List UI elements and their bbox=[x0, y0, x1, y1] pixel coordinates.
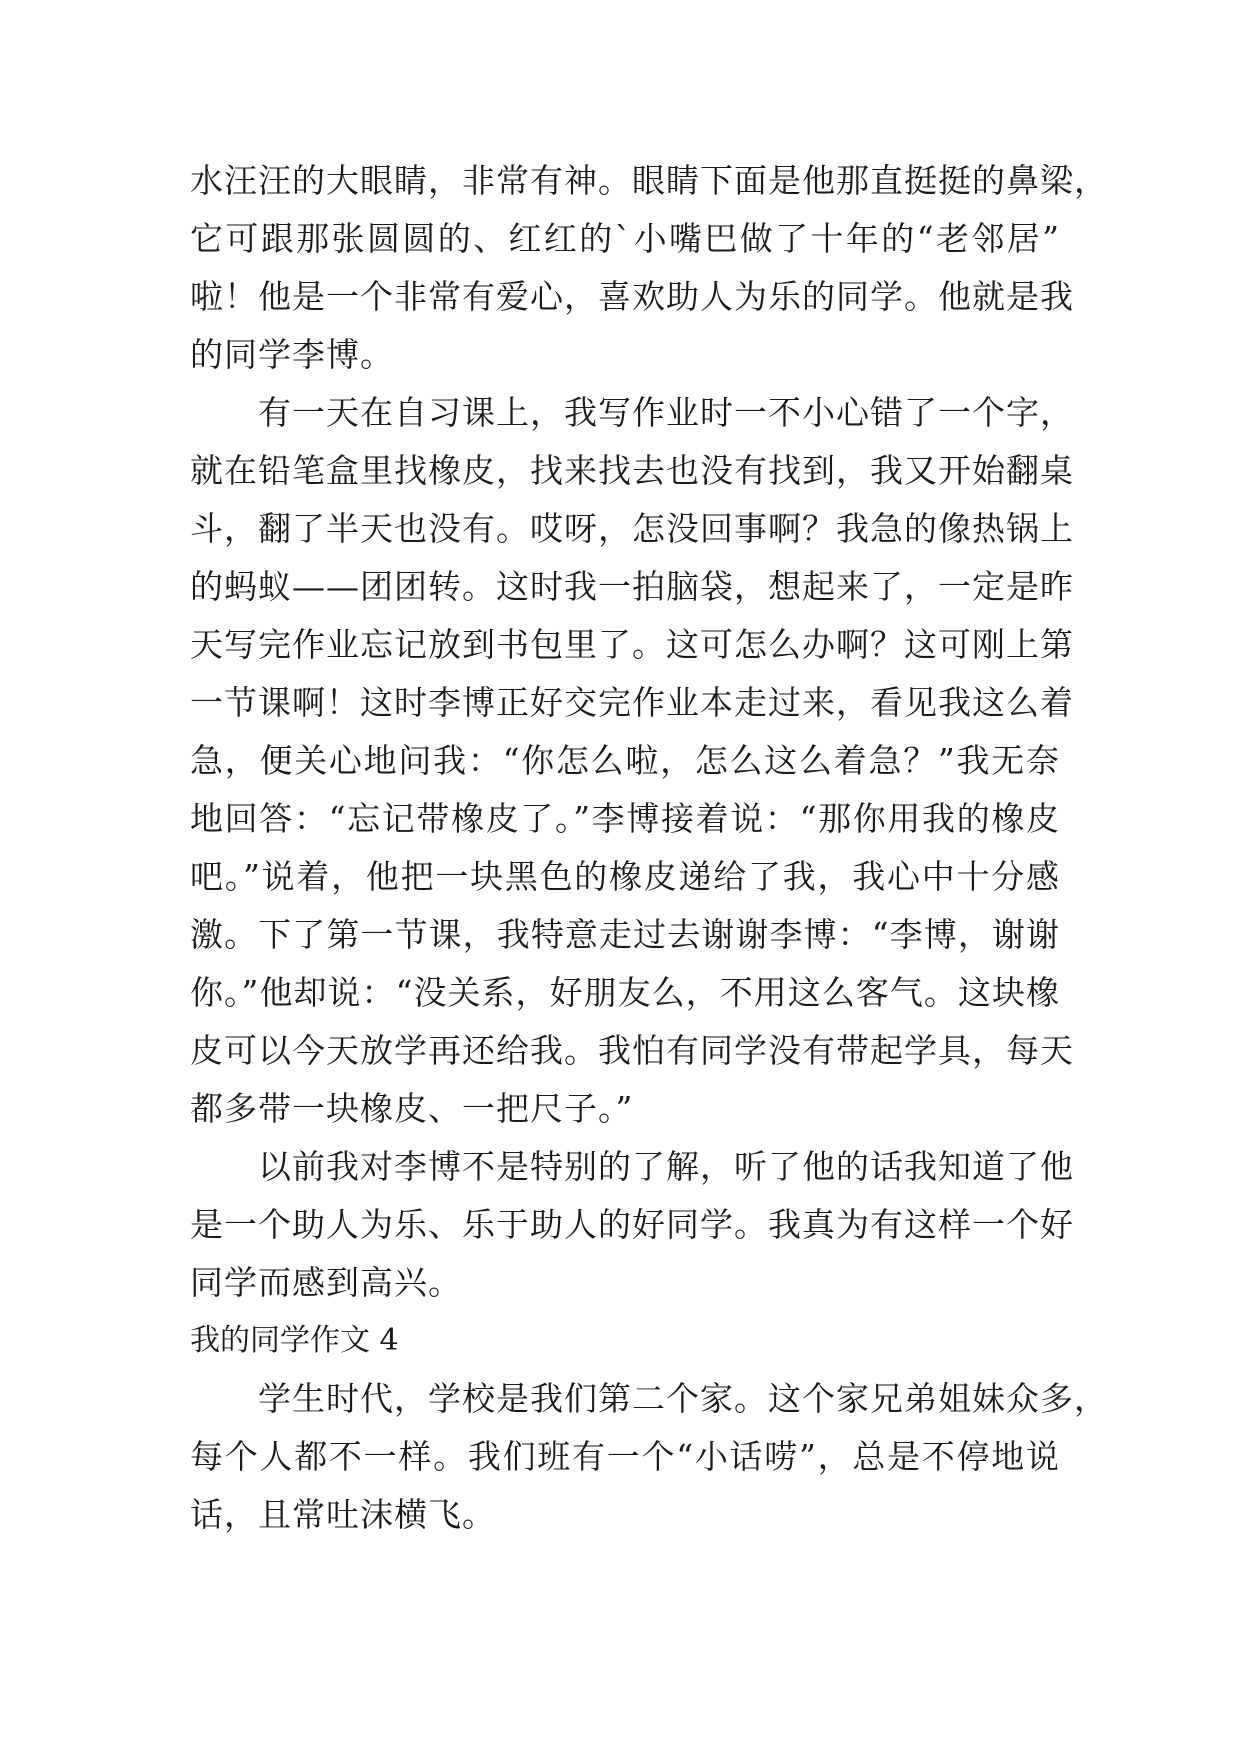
text-line: 的同学李博。 bbox=[190, 335, 394, 374]
text-line: 它可跟那张圆圆的、红红的`小嘴巴做了十年的“老邻居” bbox=[190, 219, 1060, 258]
text-line: 学生时代，学校是我们第二个家。这个家兄弟姐妹众多， bbox=[258, 1379, 1108, 1418]
text-line: 斗，翻了半天也没有。哎呀，怎没回事啊？我急的像热锅上 bbox=[190, 509, 1074, 548]
text-line: 每个人都不一样。我们班有一个“小话唠”，总是不停地说 bbox=[190, 1437, 1060, 1476]
text-line: 地回答：“忘记带橡皮了。”李博接着说：“那你用我的橡皮 bbox=[190, 799, 1060, 838]
text-line: 的蚂蚁——团团转。这时我一拍脑袋，想起来了，一定是昨 bbox=[190, 567, 1074, 606]
text-line: 以前我对李博不是特别的了解，听了他的话我知道了他 bbox=[258, 1147, 1074, 1186]
text-line: 一节课啊！这时李博正好交完作业本走过来，看见我这么着 bbox=[190, 683, 1074, 722]
text-line: 就在铅笔盒里找橡皮，找来找去也没有找到，我又开始翻桌 bbox=[190, 451, 1074, 490]
text-line: 你。”他却说：“没关系，好朋友么，不用这么客气。这块橡 bbox=[190, 973, 1060, 1012]
text-line: 皮可以今天放学再还给我。我怕有同学没有带起学具，每天 bbox=[190, 1031, 1074, 1070]
document-body bbox=[190, 152, 1108, 1544]
text-line: 激。下了第一节课，我特意走过去谢谢李博：“李博，谢谢 bbox=[190, 915, 1060, 954]
paragraph bbox=[190, 384, 1074, 1138]
text-line: 话，且常吐沫横飞。 bbox=[190, 1495, 496, 1534]
text-line: 有一天在自习课上，我写作业时一不小心错了一个字， bbox=[258, 393, 1074, 432]
text-line: 是一个助人为乐、乐于助人的好同学。我真为有这样一个好 bbox=[190, 1205, 1074, 1244]
paragraph bbox=[190, 152, 1108, 384]
text-line: 天写完作业忘记放到书包里了。这可怎么办啊？这可刚上第 bbox=[190, 625, 1074, 664]
paragraph bbox=[190, 1138, 1074, 1312]
text-line: 急，便关心地问我：“你怎么啦，怎么这么着急？”我无奈 bbox=[190, 741, 1060, 780]
text-line: 吧。”说着，他把一块黑色的橡皮递给了我，我心中十分感 bbox=[190, 857, 1060, 896]
text-line: 都多带一块橡皮、一把尺子。” bbox=[190, 1089, 634, 1128]
paragraph bbox=[190, 1370, 1108, 1544]
text-line: 啦！他是一个非常有爱心，喜欢助人为乐的同学。他就是我 bbox=[190, 277, 1074, 316]
text-line: 水汪汪的大眼睛，非常有神。眼睛下面是他那直挺挺的鼻梁， bbox=[190, 161, 1108, 200]
text-line: 同学而感到高兴。 bbox=[190, 1263, 462, 1302]
section-heading bbox=[190, 1312, 1060, 1370]
heading-text: 我的同学作文 4 bbox=[190, 1323, 399, 1358]
